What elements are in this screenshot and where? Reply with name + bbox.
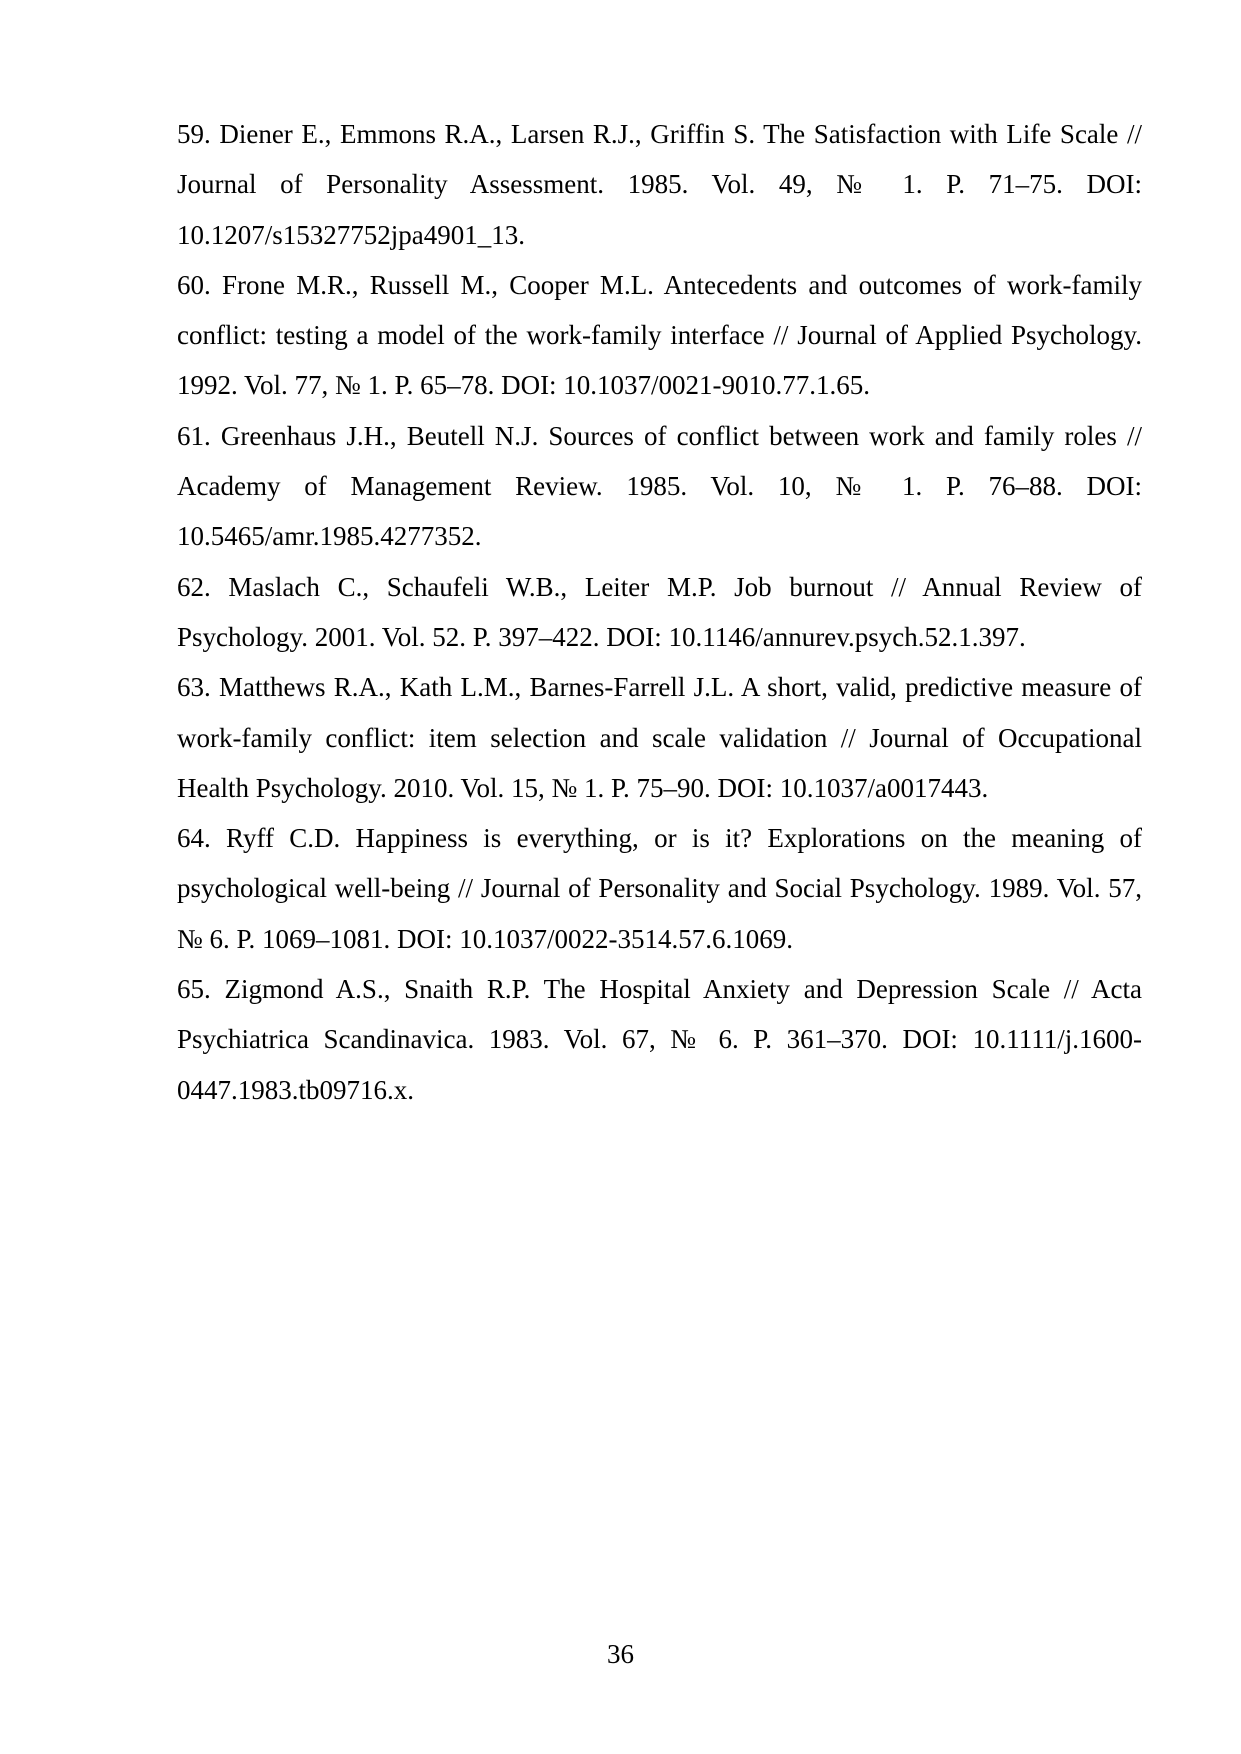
reference-item-61: 61. Greenhaus J.H., Beutell N.J. Sources of conflict between work and family roles // Academy of Management Review. 1985. Vol. 10, № 1. P. 76–88. DOI: 10.5465/amr.1985.4277352. — [177, 420, 1142, 552]
reference-list — [177, 109, 1142, 1115]
reference-item-65: 65. Zigmond A.S., Snaith R.P. The Hospital Anxiety and Depression Scale // Acta Psychiatrica Scandinavica. 1983. Vol. 67, № 6. P. 361–370. DOI: 10.1111/j.1600-0447.1983.tb09716.x. — [177, 974, 1142, 1105]
reference-item-59: 59. Diener E., Emmons R.A., Larsen R.J., Griffin S. The Satisfaction with Life Scale // Journal of Personality Assessment. 1985. Vol. 49, № 1. P. 71–75. DOI: 10.1207/s15327752jpa4901_13. — [177, 119, 1142, 250]
reference-item-63: 63. Matthews R.A., Kath L.M., Barnes-Farrell J.L. A short, valid, predictive measure of work-family conflict: item selection and scale validation // Journal of Occupational Health Psychology. 2010. Vol. 15, № 1. P. 75–90. DOI: 10.1037/a0017443. — [177, 672, 1142, 803]
reference-item-60: 60. Frone M.R., Russell M., Cooper M.L. Antecedents and outcomes of work-family conflict: testing a model of the work-family interface // Journal of Applied Psychology. 1992. Vol. 77, № 1. P. 65–78. DOI: 10.1037/0021-9010.77.1.65. — [177, 269, 1142, 401]
reference-item-62: 62. Maslach C., Schaufeli W.B., Leiter M.P. Job burnout // Annual Review of Psychology. 2001. Vol. 52. P. 397–422. DOI: 10.1146/annurev.psych.52.1.397. — [177, 571, 1142, 652]
reference-item-64: 64. Ryff C.D. Happiness is everything, or is it? Explorations on the meaning of psychological well-being // Journal of Personality and Social Psychology. 1989. Vol. 57, № 6. P. 1069–1081. DOI: 10.1037/0022-3514.57.6.1069. — [177, 823, 1142, 954]
page-number: 36 — [607, 1639, 634, 1669]
